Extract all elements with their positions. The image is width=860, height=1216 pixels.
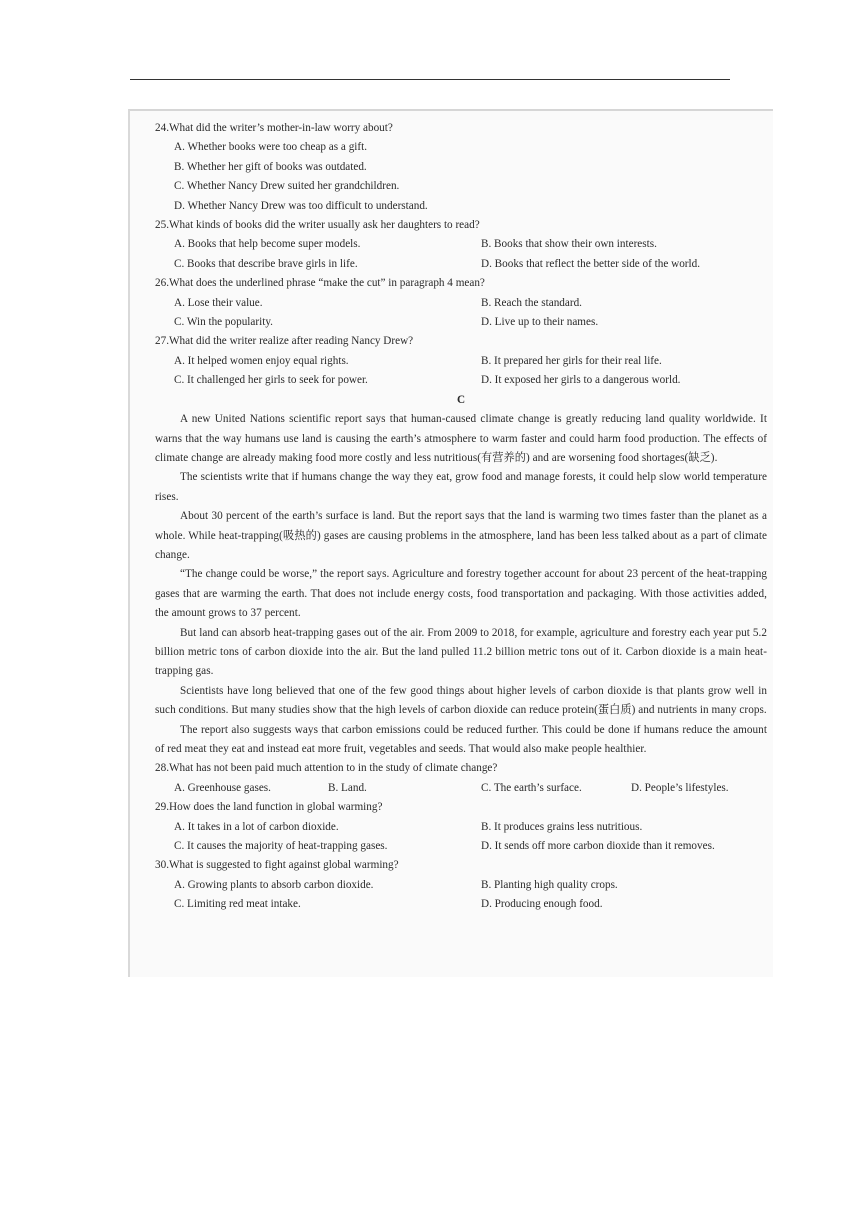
passage-paragraph-2: The scientists write that if humans change the way they eat, grow food and manage forests, it could help slow world temperature rises.	[155, 471, 767, 503]
options-26	[155, 294, 767, 333]
option-26-b[interactable]: B. Reach the standard.	[481, 296, 582, 309]
question-25: 25.What kinds of books did the writer usually ask her daughters to read?	[155, 219, 480, 232]
option-24-d[interactable]: D. Whether Nancy Drew was too difficult to understand.	[174, 199, 428, 212]
options-28	[155, 779, 767, 798]
option-24-a[interactable]: A. Whether books were too cheap as a gift.	[174, 141, 368, 154]
option-29-b[interactable]: B. It produces grains less nutritious.	[481, 820, 643, 833]
passage-paragraph-7: The report also suggests ways that carbon emissions could be reduced further. This could be done if humans reduce the amount of red meat they eat and instead eat more fruit, vegetables and seeds. That would also make people healthier.	[155, 723, 767, 755]
passage-paragraph-1: A new United Nations scientific report says that human-caused climate change is greatly reducing land quality worldwide. It warns that the way humans use land is causing the earth’s atmosphere to warm faster and could harm food production. The effects of climate change are already making food more costly and less nutritious(有营养的) and are worsening food shortages(缺乏).	[155, 413, 767, 464]
question-24: 24.What did the writer’s mother-in-law worry about?	[155, 122, 393, 134]
options-27	[155, 352, 767, 391]
option-24-b[interactable]: B. Whether her gift of books was outdated.	[174, 160, 367, 173]
option-30-b[interactable]: B. Planting high quality crops.	[481, 878, 618, 891]
question-30: 30.What is suggested to fight against global warming?	[155, 859, 399, 872]
options-24	[155, 138, 767, 216]
option-30-a[interactable]: A. Growing plants to absorb carbon dioxide.	[174, 878, 374, 891]
option-25-c[interactable]: C. Books that describe brave girls in life.	[174, 257, 358, 270]
option-27-b[interactable]: B. It prepared her girls for their real life.	[481, 354, 662, 367]
option-29-d[interactable]: D. It sends off more carbon dioxide than it removes.	[481, 840, 715, 853]
option-28-c[interactable]: C. The earth’s surface.	[481, 781, 582, 794]
option-25-a[interactable]: A. Books that help become super models.	[174, 238, 361, 251]
passage-paragraph-4: “The change could be worse,” the report says. Agriculture and forestry together account for about 23 percent of the heat-trapping gases that are warming the earth. That does not include energy costs, food transportation and packaging. With those activities added, the amount grows to 37 percent.	[155, 568, 767, 620]
option-29-c[interactable]: C. It causes the majority of heat-trapping gases.	[174, 840, 388, 853]
question-28: 28.What has not been paid much attention to in the study of climate change?	[155, 762, 498, 775]
option-28-d[interactable]: D. People’s lifestyles.	[631, 781, 729, 794]
passage-paragraph-5: But land can absorb heat-trapping gases out of the air. From 2009 to 2018, for example, agriculture and forestry each year put 5.2 billion metric tons of carbon dioxide into the air. But the land pulled 11.2 billion metric tons out of it. Carbon dioxide is a main heat-trapping gas.	[155, 626, 767, 678]
options-30	[155, 876, 767, 915]
option-26-a[interactable]: A. Lose their value.	[174, 296, 263, 309]
section-title: C	[456, 393, 466, 406]
passage-paragraph-6: Scientists have long believed that one of the few good things about higher levels of carbon dioxide is that plants grow well in such conditions. But many studies show that the high levels of carbon dioxide can reduce protein(蛋白质) and nutrients in many crops.	[155, 684, 767, 717]
question-26: 26.What does the underlined phrase “make the cut” in paragraph 4 mean?	[155, 277, 485, 290]
question-27: 27.What did the writer realize after reading Nancy Drew?	[155, 335, 414, 348]
option-25-b[interactable]: B. Books that show their own interests.	[481, 238, 657, 251]
option-30-c[interactable]: C. Limiting red meat intake.	[174, 898, 301, 911]
passage-paragraph-3: About 30 percent of the earth’s surface is land. But the report says that the land is warming two times faster than the planet as a whole. While heat-trapping(吸热的) gases are causing problems in the atmosphere, land has been less talked about as a part of climate change.	[155, 510, 767, 561]
exam-content	[155, 119, 767, 915]
option-28-a[interactable]: A. Greenhouse gases.	[174, 781, 271, 794]
options-25	[155, 235, 767, 274]
option-26-d[interactable]: D. Live up to their names.	[481, 316, 599, 329]
option-24-c[interactable]: C. Whether Nancy Drew suited her grandchildren.	[174, 180, 400, 193]
header-rule	[130, 79, 730, 80]
question-29: 29.How does the land function in global warming?	[155, 801, 383, 814]
option-30-d[interactable]: D. Producing enough food.	[481, 898, 603, 911]
option-25-d[interactable]: D. Books that reflect the better side of the world.	[481, 257, 701, 270]
option-29-a[interactable]: A. It takes in a lot of carbon dioxide.	[174, 820, 339, 833]
option-27-a[interactable]: A. It helped women enjoy equal rights.	[174, 354, 349, 367]
option-27-d[interactable]: D. It exposed her girls to a dangerous world.	[481, 374, 681, 387]
option-27-c[interactable]: C. It challenged her girls to seek for power.	[174, 374, 368, 387]
option-26-c[interactable]: C. Win the popularity.	[174, 316, 273, 329]
option-28-b[interactable]: B. Land.	[328, 781, 367, 794]
options-29	[155, 818, 767, 857]
